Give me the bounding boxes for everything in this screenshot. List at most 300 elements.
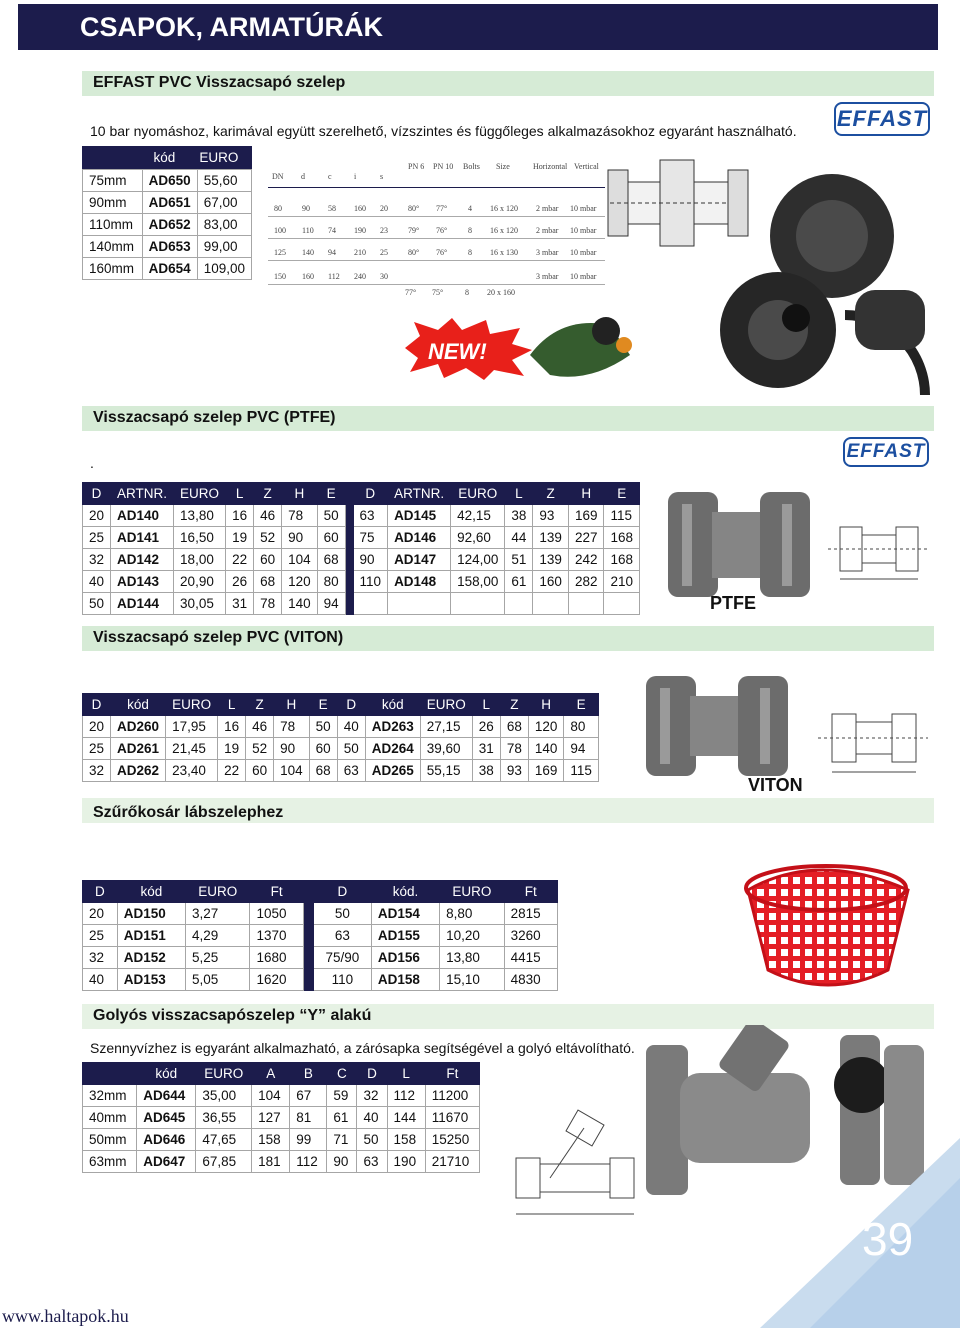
table-header-cell: D bbox=[353, 483, 388, 505]
table-cell: 18,00 bbox=[174, 549, 226, 571]
table-cell-empty bbox=[388, 593, 451, 615]
table-cell: 31 bbox=[472, 738, 500, 760]
table-cell-empty bbox=[568, 593, 604, 615]
table-cell: 25 bbox=[83, 738, 111, 760]
table-cell-empty bbox=[353, 593, 388, 615]
table-cell: AD645 bbox=[137, 1107, 196, 1129]
spec-cell: 80° bbox=[408, 204, 420, 213]
spec-cell: 8 bbox=[468, 226, 472, 235]
table-cell: AD265 bbox=[365, 760, 420, 782]
table-header-cell: EURO bbox=[185, 881, 249, 903]
ptfe-valve-drawing bbox=[822, 515, 934, 587]
viton-valve-photo bbox=[640, 670, 795, 788]
table-cell: 17,95 bbox=[166, 716, 218, 738]
pvc-valve-icon bbox=[668, 492, 810, 597]
table-cell: AD151 bbox=[117, 925, 185, 947]
table-gap bbox=[303, 881, 313, 903]
table-cell: 90 bbox=[282, 527, 318, 549]
table-header-cell: kód. bbox=[371, 881, 439, 903]
table-cell: 112 bbox=[387, 1085, 425, 1107]
table-cell: 5,25 bbox=[185, 947, 249, 969]
table-row bbox=[83, 1063, 480, 1085]
table-cell: 51 bbox=[505, 549, 533, 571]
table-cell: 104 bbox=[252, 1085, 290, 1107]
spec-cell: 74 bbox=[328, 226, 336, 235]
table-cell: 39,60 bbox=[420, 738, 472, 760]
table-cell: 16 bbox=[226, 505, 254, 527]
table-cell: 30,05 bbox=[174, 593, 226, 615]
effast-logo: EFFAST bbox=[834, 102, 930, 136]
table-cell: 50 bbox=[313, 903, 371, 925]
table-cell: 19 bbox=[226, 527, 254, 549]
table-cell: 60 bbox=[309, 738, 337, 760]
page-header bbox=[18, 4, 938, 50]
section-title-effast: EFFAST PVC Visszacsapó szelep bbox=[82, 71, 934, 96]
table-cell: 78 bbox=[282, 505, 318, 527]
table-cell: 15,10 bbox=[440, 969, 504, 991]
table-cell: 50 bbox=[83, 593, 111, 615]
table-cell: 36,55 bbox=[196, 1107, 252, 1129]
table-header-cell: Z bbox=[254, 483, 282, 505]
table-cell: 112 bbox=[290, 1151, 327, 1173]
table-cell: 13,80 bbox=[440, 947, 504, 969]
table-header-cell: Z bbox=[246, 694, 274, 716]
table-header-cell: D bbox=[83, 694, 111, 716]
page-number: 39 bbox=[862, 1213, 914, 1265]
page-corner-decoration bbox=[720, 1138, 960, 1328]
spec-cell: 3 mbar bbox=[536, 248, 559, 257]
table-cell: 109,00 bbox=[197, 258, 251, 280]
table-cell: 35,00 bbox=[196, 1085, 252, 1107]
table-cell-empty bbox=[533, 593, 569, 615]
table-cell: AD145 bbox=[388, 505, 451, 527]
table-gap bbox=[345, 593, 353, 615]
table-cell: 78 bbox=[254, 593, 282, 615]
y-valve-drawing bbox=[510, 1108, 640, 1230]
table-cell: 46 bbox=[254, 505, 282, 527]
table-cell: 83,00 bbox=[197, 214, 251, 236]
spec-cell: 20 bbox=[380, 204, 388, 213]
table-cell: 60 bbox=[254, 549, 282, 571]
table-cell: 139 bbox=[533, 527, 569, 549]
table-header-cell: D bbox=[83, 483, 111, 505]
table-row bbox=[83, 716, 599, 738]
table-cell: 110 bbox=[353, 571, 388, 593]
table-cell: 93 bbox=[533, 505, 569, 527]
table-cell-empty bbox=[604, 593, 640, 615]
table-header-cell: L bbox=[387, 1063, 425, 1085]
spec-cell: 240 bbox=[354, 272, 366, 281]
spec-cell: 10 mbar bbox=[570, 272, 597, 281]
spec-cell: 23 bbox=[380, 226, 388, 235]
table-cell: 104 bbox=[282, 549, 318, 571]
table-cell: 67,00 bbox=[197, 192, 251, 214]
table-row bbox=[83, 258, 252, 280]
spec-cell: 140 bbox=[302, 248, 314, 257]
table-header-cell: B bbox=[290, 1063, 327, 1085]
table-cell-empty bbox=[505, 593, 533, 615]
table-cell: AD152 bbox=[117, 947, 185, 969]
effast-valve-illustration bbox=[600, 140, 935, 405]
table-cell: 78 bbox=[274, 716, 310, 738]
table-cell: AD143 bbox=[111, 571, 174, 593]
new-badge-label: NEW! bbox=[428, 339, 487, 364]
table-header-cell: Z bbox=[500, 694, 528, 716]
table-gap bbox=[345, 483, 353, 505]
table-header-cell bbox=[83, 1063, 137, 1085]
table-header-cell: L bbox=[472, 694, 500, 716]
table-gap bbox=[345, 549, 353, 571]
table-cell: 93 bbox=[500, 760, 528, 782]
table-cell: 99,00 bbox=[197, 236, 251, 258]
table-row bbox=[83, 925, 558, 947]
table-cell-empty bbox=[451, 593, 505, 615]
table-header-cell: ARTNR. bbox=[388, 483, 451, 505]
spec-cell: 90 bbox=[302, 204, 310, 213]
table-cell: 90 bbox=[274, 738, 310, 760]
spec-cell: 150 bbox=[274, 272, 286, 281]
section-description-y-valve: Szennyvízhez is egyaránt alkalmazható, a zárósapka segítségével a golyó eltávolítható. bbox=[90, 1040, 635, 1056]
section-title-y-valve: Golyós visszacsapószelep “Y” alakú bbox=[82, 1004, 934, 1029]
spec-cell: 2 mbar bbox=[536, 204, 559, 213]
table-cell: 46 bbox=[246, 716, 274, 738]
table-cell: 21,45 bbox=[166, 738, 218, 760]
table-cell: 40 bbox=[83, 571, 111, 593]
spec-cell: 3 mbar bbox=[536, 272, 559, 281]
table-cell: 8,80 bbox=[440, 903, 504, 925]
table-cell: 52 bbox=[246, 738, 274, 760]
table-cell: 63mm bbox=[83, 1151, 137, 1173]
spec-cell: 76° bbox=[436, 248, 448, 257]
section-title-viton: Visszacsapó szelep PVC (VITON) bbox=[82, 626, 934, 651]
table-cell: 90 bbox=[353, 549, 388, 571]
table-row bbox=[83, 170, 252, 192]
table-cell: 80 bbox=[317, 571, 345, 593]
table-cell: 120 bbox=[528, 716, 564, 738]
table-cell: AD158 bbox=[371, 969, 439, 991]
table-cell: 181 bbox=[252, 1151, 290, 1173]
table-cell: 61 bbox=[505, 571, 533, 593]
table-cell: 4830 bbox=[504, 969, 557, 991]
spec-cell: 80° bbox=[408, 248, 420, 257]
table-gap bbox=[345, 527, 353, 549]
table-row bbox=[83, 483, 640, 505]
table-cell: 168 bbox=[604, 527, 640, 549]
table-header-cell: L bbox=[226, 483, 254, 505]
table-cell: 1370 bbox=[250, 925, 303, 947]
table-gap bbox=[303, 925, 313, 947]
table-cell: 140 bbox=[528, 738, 564, 760]
table-cell: 60 bbox=[246, 760, 274, 782]
table-cell: 169 bbox=[528, 760, 564, 782]
table-cell: AD154 bbox=[371, 903, 439, 925]
table-header-row: kód EURO bbox=[83, 147, 252, 169]
table-header-cell: L bbox=[505, 483, 533, 505]
table-header-cell: L bbox=[218, 694, 246, 716]
table-cell: 94 bbox=[317, 593, 345, 615]
table-row bbox=[83, 505, 640, 527]
table-header-cell: kód bbox=[117, 881, 185, 903]
table-cell: AD144 bbox=[111, 593, 174, 615]
table-cell: 22 bbox=[218, 760, 246, 782]
table-cell: 26 bbox=[226, 571, 254, 593]
table-cell: 20 bbox=[83, 903, 118, 925]
viton-label: VITON bbox=[748, 775, 803, 795]
table-cell: 16 bbox=[218, 716, 246, 738]
table-header-cell: A bbox=[252, 1063, 290, 1085]
table-cell: 68 bbox=[309, 760, 337, 782]
spec-cell: 77° bbox=[436, 204, 448, 213]
table-header-cell: EURO bbox=[196, 1063, 252, 1085]
table-header-cell: E bbox=[604, 483, 640, 505]
table-cell: AD650 bbox=[142, 170, 197, 192]
table-cell: 50 bbox=[309, 716, 337, 738]
table-cell: 227 bbox=[568, 527, 604, 549]
section-description-effast: 10 bar nyomáshoz, karimával együtt szerelhető, vízszintes és függőleges alkalmazásokhoz egyaránt használható. bbox=[90, 123, 797, 139]
ptfe-price-table bbox=[82, 482, 640, 615]
effast-logo-2: EFFAST bbox=[843, 437, 929, 467]
spec-cell: 160 bbox=[354, 204, 366, 213]
table-cell: 282 bbox=[568, 571, 604, 593]
table-cell: AD141 bbox=[111, 527, 174, 549]
table-cell: 67,85 bbox=[196, 1151, 252, 1173]
table-row bbox=[83, 881, 558, 903]
table-row bbox=[83, 694, 599, 716]
table-cell: 63 bbox=[357, 1151, 387, 1173]
y-valve-price-table bbox=[82, 1062, 480, 1173]
spec-cell: 4 bbox=[468, 204, 472, 213]
table-cell: 40mm bbox=[83, 1107, 137, 1129]
section-title-strainer: Szűrőkosár lábszelephez bbox=[82, 798, 934, 823]
table-row bbox=[83, 903, 558, 925]
table-row bbox=[83, 1151, 480, 1173]
table-cell: 22 bbox=[226, 549, 254, 571]
table-cell: 140 bbox=[282, 593, 318, 615]
table-cell: 2815 bbox=[504, 903, 557, 925]
spec-cell: 112 bbox=[328, 272, 340, 281]
table-cell: AD264 bbox=[365, 738, 420, 760]
table-header-cell: Ft bbox=[250, 881, 303, 903]
table-cell: 60 bbox=[317, 527, 345, 549]
table-header-cell: ARTNR. bbox=[111, 483, 174, 505]
ptfe-label: PTFE bbox=[710, 593, 757, 613]
table-cell: 75 bbox=[353, 527, 388, 549]
table-header-cell: EURO bbox=[174, 483, 226, 505]
table-cell: AD652 bbox=[142, 214, 197, 236]
table-cell: 71 bbox=[327, 1129, 357, 1151]
table-header-cell: EURO bbox=[440, 881, 504, 903]
table-cell: 50 bbox=[317, 505, 345, 527]
table-cell: 68 bbox=[254, 571, 282, 593]
table-header-cell: Z bbox=[533, 483, 569, 505]
table-cell: 32 bbox=[83, 549, 111, 571]
table-cell: 124,00 bbox=[451, 549, 505, 571]
table-cell: 115 bbox=[604, 505, 640, 527]
table-cell: 94 bbox=[564, 738, 599, 760]
table-cell: AD654 bbox=[142, 258, 197, 280]
table-cell: 44 bbox=[505, 527, 533, 549]
spec-cell: 16 x 130 bbox=[490, 248, 518, 257]
table-cell: 3,27 bbox=[185, 903, 249, 925]
table-row bbox=[83, 1129, 480, 1151]
table-header-cell: D bbox=[83, 881, 118, 903]
table-gap bbox=[303, 947, 313, 969]
table-cell: 1050 bbox=[250, 903, 303, 925]
table-header-cell: D bbox=[313, 881, 371, 903]
table-header-cell: Ft bbox=[504, 881, 557, 903]
table-cell: 1680 bbox=[250, 947, 303, 969]
table-header-cell: H bbox=[282, 483, 318, 505]
technical-drawing-icon bbox=[818, 714, 928, 772]
table-cell: 75mm bbox=[83, 170, 143, 192]
spec-cell: 160 bbox=[302, 272, 314, 281]
table-cell: 40 bbox=[357, 1107, 387, 1129]
strainer-basket-icon bbox=[746, 866, 908, 985]
effast-spec-table: DN d c i s PN 6 PN 10 Bolts Size Horizontal Vertical 80 90 58 160 20 80° 77° 4 16 x 120 2 mbar 10 mbar 100 110 74 190 23 79° 76° 8 16 x 120 2 mbar 10 mbar 125 140 94 210 25 80° 76° 8 16 x 130 3 mbar 10 mbar 150 160 112 240 30 3 mbar 10 mbar 77° 75° 8 20 x 160 bbox=[268, 160, 608, 300]
table-gap bbox=[303, 969, 313, 991]
table-cell: 67 bbox=[290, 1085, 327, 1107]
table-header-cell: EURO bbox=[166, 694, 218, 716]
table-cell: 3260 bbox=[504, 925, 557, 947]
table-header-cell: H bbox=[274, 694, 310, 716]
table-gap bbox=[345, 505, 353, 527]
table-cell: AD646 bbox=[137, 1129, 196, 1151]
section-title-ptfe: Visszacsapó szelep PVC (PTFE) bbox=[82, 406, 934, 431]
table-row bbox=[83, 738, 599, 760]
table-cell: AD647 bbox=[137, 1151, 196, 1173]
table-cell: 99 bbox=[290, 1129, 327, 1151]
table-cell: 21710 bbox=[425, 1151, 479, 1173]
table-cell: 23,40 bbox=[166, 760, 218, 782]
table-cell: 110 bbox=[313, 969, 371, 991]
spec-cell: 125 bbox=[274, 248, 286, 257]
table-cell: 63 bbox=[313, 925, 371, 947]
table-cell: 26 bbox=[472, 716, 500, 738]
table-cell: 50 bbox=[357, 1129, 387, 1151]
spec-cell: 110 bbox=[302, 226, 314, 235]
spec-cell: 210 bbox=[354, 248, 366, 257]
table-cell: 68 bbox=[500, 716, 528, 738]
spec-cell: 10 mbar bbox=[570, 248, 597, 257]
table-cell: 127 bbox=[252, 1107, 290, 1129]
table-cell: 15250 bbox=[425, 1129, 479, 1151]
table-row bbox=[83, 236, 252, 258]
table-cell: 13,80 bbox=[174, 505, 226, 527]
table-cell: AD155 bbox=[371, 925, 439, 947]
table-cell: 59 bbox=[327, 1085, 357, 1107]
table-row bbox=[83, 214, 252, 236]
table-cell: 5,05 bbox=[185, 969, 249, 991]
technical-drawing-icon bbox=[516, 1110, 634, 1214]
table-header-cell: kód bbox=[137, 1063, 196, 1085]
table-cell: 4,29 bbox=[185, 925, 249, 947]
table-row bbox=[83, 527, 640, 549]
table-cell: 104 bbox=[274, 760, 310, 782]
table-row bbox=[83, 1107, 480, 1129]
table-header-cell: D bbox=[337, 694, 365, 716]
table-cell: 120 bbox=[282, 571, 318, 593]
table-cell: 32 bbox=[83, 947, 118, 969]
table-header-cell: H bbox=[528, 694, 564, 716]
valve-cutaway-image bbox=[520, 305, 640, 385]
table-header-cell: EURO bbox=[420, 694, 472, 716]
table-cell: 160mm bbox=[83, 258, 143, 280]
spec-cell: 76° bbox=[436, 226, 448, 235]
table-header-cell: E bbox=[309, 694, 337, 716]
technical-drawing-icon bbox=[828, 527, 930, 579]
table-cell: 81 bbox=[290, 1107, 327, 1129]
table-cell: 190 bbox=[387, 1151, 425, 1173]
table-cell: 168 bbox=[604, 549, 640, 571]
footer-website-link[interactable]: www.haltapok.hu bbox=[2, 1306, 129, 1326]
table-cell: 32 bbox=[83, 760, 111, 782]
table-cell: 20,90 bbox=[174, 571, 226, 593]
table-cell: 25 bbox=[83, 925, 118, 947]
table-cell: 92,60 bbox=[451, 527, 505, 549]
table-header-cell: kód bbox=[111, 694, 166, 716]
table-header-cell: E bbox=[564, 694, 599, 716]
table-cell: AD156 bbox=[371, 947, 439, 969]
table-cell: 11200 bbox=[425, 1085, 479, 1107]
table-cell: 158,00 bbox=[451, 571, 505, 593]
table-cell: 115 bbox=[564, 760, 599, 782]
table-row bbox=[83, 947, 558, 969]
table-header-cell: EURO bbox=[451, 483, 505, 505]
table-cell: 242 bbox=[568, 549, 604, 571]
table-header-cell: C bbox=[327, 1063, 357, 1085]
spec-cell: 79° bbox=[408, 226, 420, 235]
table-cell: 4415 bbox=[504, 947, 557, 969]
table-cell: 63 bbox=[337, 760, 365, 782]
spec-cell: 16 x 120 bbox=[490, 204, 518, 213]
strainer-price-table bbox=[82, 880, 558, 991]
table-cell: 52 bbox=[254, 527, 282, 549]
table-header-cell: kód bbox=[365, 694, 420, 716]
table-cell: AD260 bbox=[111, 716, 166, 738]
spec-cell: 30 bbox=[380, 272, 388, 281]
spec-cell: 10 mbar bbox=[570, 226, 597, 235]
table-cell: 40 bbox=[83, 969, 118, 991]
spec-cell: 10 mbar bbox=[570, 204, 597, 213]
table-cell: 25 bbox=[83, 527, 111, 549]
table-cell: 68 bbox=[317, 549, 345, 571]
table-cell: 32 bbox=[357, 1085, 387, 1107]
table-cell: AD261 bbox=[111, 738, 166, 760]
table-cell: 90 bbox=[327, 1151, 357, 1173]
table-cell: 19 bbox=[218, 738, 246, 760]
table-cell: AD653 bbox=[142, 236, 197, 258]
table-cell: 20 bbox=[83, 716, 111, 738]
table-cell: AD142 bbox=[111, 549, 174, 571]
table-cell: AD263 bbox=[365, 716, 420, 738]
table-cell: 158 bbox=[387, 1129, 425, 1151]
table-cell: 75/90 bbox=[313, 947, 371, 969]
table-cell: 40 bbox=[337, 716, 365, 738]
table-cell: 139 bbox=[533, 549, 569, 571]
table-row bbox=[83, 593, 640, 615]
table-cell: 210 bbox=[604, 571, 640, 593]
table-cell: 80 bbox=[564, 716, 599, 738]
spec-cell: 100 bbox=[274, 226, 286, 235]
table-cell: 38 bbox=[505, 505, 533, 527]
table-header-cell: D bbox=[357, 1063, 387, 1085]
table-row bbox=[83, 760, 599, 782]
table-cell: 1620 bbox=[250, 969, 303, 991]
table-cell: AD262 bbox=[111, 760, 166, 782]
table-cell: 31 bbox=[226, 593, 254, 615]
table-cell: 55,60 bbox=[197, 170, 251, 192]
table-cell: 47,65 bbox=[196, 1129, 252, 1151]
